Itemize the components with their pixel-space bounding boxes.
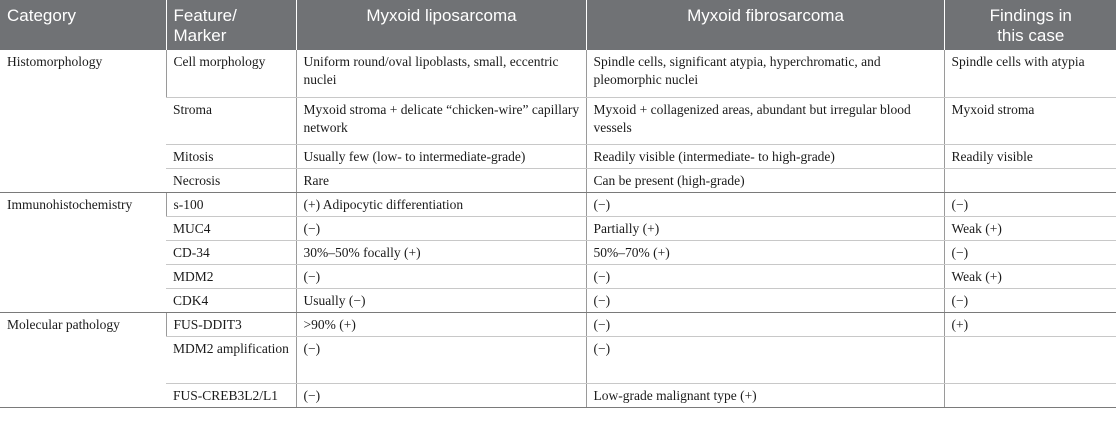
table-row: [0, 216, 1116, 240]
header-category: Category: [0, 0, 166, 50]
table-row: [0, 264, 1116, 288]
table-row: [0, 240, 1116, 264]
header-findings: [944, 0, 1116, 50]
liposarcoma-cell: Uniform round/oval lipoblasts, small, eccentric nuclei: [296, 50, 586, 97]
header-myxoid-liposarcoma: Myxoid liposarcoma: [296, 0, 586, 50]
table-row: [0, 336, 1116, 383]
findings-cell: (−): [944, 288, 1116, 312]
fibrosarcoma-cell: Readily visible (intermediate- to high-grade): [586, 144, 944, 168]
header-row: [0, 0, 1116, 50]
fibrosarcoma-cell: Myxoid + collagenized areas, abundant but irregular blood vessels: [586, 97, 944, 144]
table-body: [0, 50, 1116, 407]
table-row: [0, 144, 1116, 168]
liposarcoma-cell: Usually few (low- to intermediate-grade): [296, 144, 586, 168]
liposarcoma-cell: Rare: [296, 168, 586, 192]
fibrosarcoma-cell: 50%–70% (+): [586, 240, 944, 264]
feature-cell: CD-34: [166, 240, 296, 264]
fibrosarcoma-cell: (−): [586, 192, 944, 216]
liposarcoma-cell: >90% (+): [296, 312, 586, 336]
liposarcoma-cell: (+) Adipocytic differentiation: [296, 192, 586, 216]
table-row: [0, 192, 1116, 216]
fibrosarcoma-cell: (−): [586, 312, 944, 336]
findings-cell: (−): [944, 192, 1116, 216]
feature-cell: FUS-CREB3L2/L1: [166, 383, 296, 407]
category-cell-histomorphology: Histomorphology: [0, 50, 166, 192]
findings-cell: [944, 383, 1116, 407]
findings-cell: Readily visible: [944, 144, 1116, 168]
feature-cell: Cell morphology: [166, 50, 296, 97]
liposarcoma-cell: (−): [296, 264, 586, 288]
findings-cell: Weak (+): [944, 216, 1116, 240]
table-row: [0, 288, 1116, 312]
feature-cell: Stroma: [166, 97, 296, 144]
findings-cell: Myxoid stroma: [944, 97, 1116, 144]
table-row: [0, 383, 1116, 407]
findings-cell: (−): [944, 240, 1116, 264]
fibrosarcoma-cell: (−): [586, 336, 944, 383]
fibrosarcoma-cell: (−): [586, 264, 944, 288]
feature-cell: MDM2: [166, 264, 296, 288]
feature-cell: Necrosis: [166, 168, 296, 192]
liposarcoma-cell: 30%–50% focally (+): [296, 240, 586, 264]
feature-cell: CDK4: [166, 288, 296, 312]
feature-cell: FUS-DDIT3: [166, 312, 296, 336]
findings-cell: Weak (+): [944, 264, 1116, 288]
feature-cell: MUC4: [166, 216, 296, 240]
header-feature-text: Feature/ Marker: [173, 6, 237, 45]
liposarcoma-cell: Myxoid stroma + delicate “chicken-wire” capillary network: [296, 97, 586, 144]
liposarcoma-cell: (−): [296, 216, 586, 240]
header-feature-marker: [166, 0, 296, 50]
table-row: [0, 312, 1116, 336]
feature-cell: s-100: [166, 192, 296, 216]
liposarcoma-cell: (−): [296, 383, 586, 407]
findings-cell: (+): [944, 312, 1116, 336]
category-cell-molecular-pathology: Molecular pathology: [0, 312, 166, 407]
fibrosarcoma-cell: (−): [586, 288, 944, 312]
fibrosarcoma-cell: Can be present (high-grade): [586, 168, 944, 192]
feature-cell: Mitosis: [166, 144, 296, 168]
findings-cell: [944, 168, 1116, 192]
liposarcoma-cell: Usually (−): [296, 288, 586, 312]
fibrosarcoma-cell: Partially (+): [586, 216, 944, 240]
fibrosarcoma-cell: Spindle cells, significant atypia, hyperchromatic, and pleomorphic nuclei: [586, 50, 944, 97]
table-row: [0, 50, 1116, 97]
findings-cell: Spindle cells with atypia: [944, 50, 1116, 97]
table-row: [0, 168, 1116, 192]
table-row: [0, 97, 1116, 144]
category-cell-immunohistochemistry: Immunohistochemistry: [0, 192, 166, 312]
fibrosarcoma-cell: Low-grade malignant type (+): [586, 383, 944, 407]
table-header: [0, 0, 1116, 50]
liposarcoma-cell: (−): [296, 336, 586, 383]
header-myxoid-fibrosarcoma: Myxoid fibrosarcoma: [586, 0, 944, 50]
findings-cell: [944, 336, 1116, 383]
header-findings-text: Findings in this case: [989, 6, 1072, 45]
feature-cell: MDM2 amplification: [166, 336, 296, 383]
